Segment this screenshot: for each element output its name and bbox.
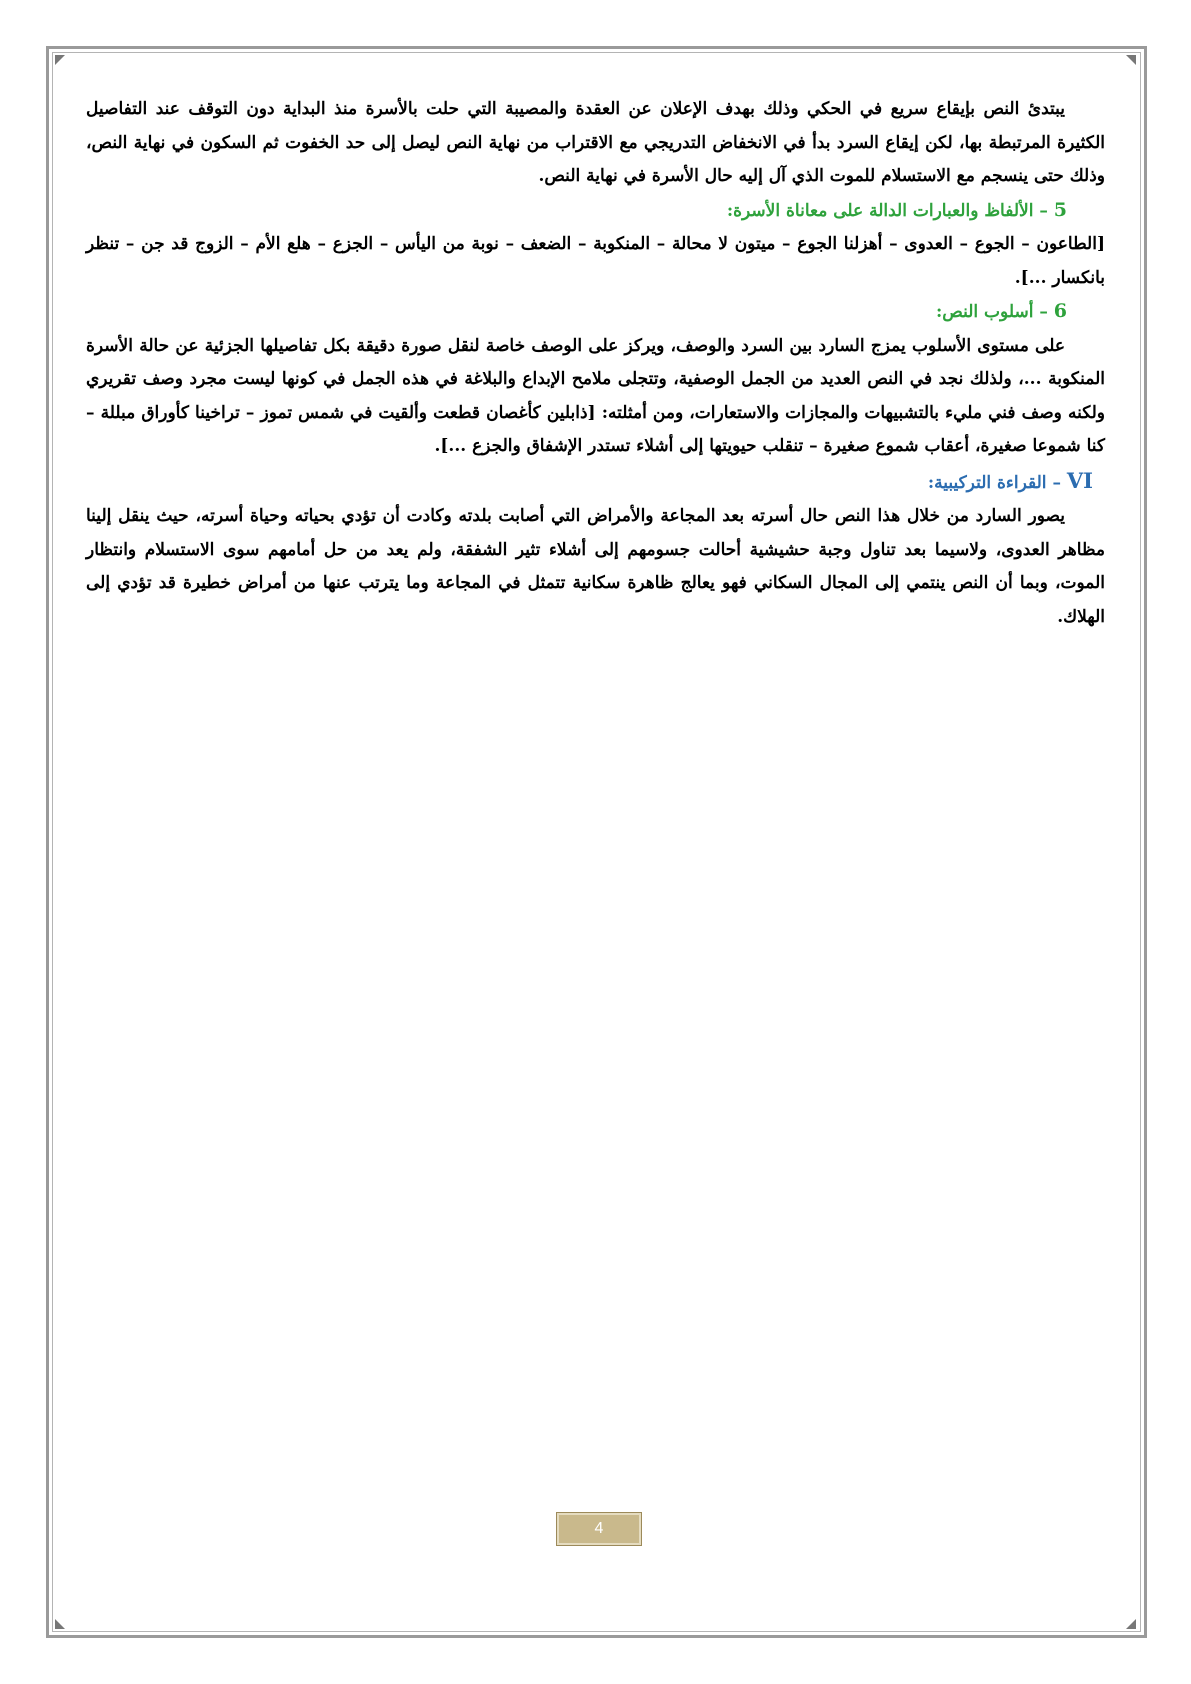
- paragraph-suffering-words: [الطاعون – الجوع – العدوى – أهزلنا الجوع – ميتون لا محالة – المنكوبة – الضعف – نوبة من اليأس – الجزع – هلع الأم – الزوج قد جن – تنظر بانكسار ...].: [86, 234, 1105, 288]
- section-number-VI: VI: [1066, 467, 1093, 493]
- corner-ornament-top-left: [55, 55, 65, 65]
- document-body: [86, 93, 1105, 634]
- page-number-badge: 4: [556, 1512, 642, 1546]
- section-title-6: – أسلوب النص:: [935, 302, 1048, 322]
- paragraph-text-style: على مستوى الأسلوب يمزج السارد بين السرد والوصف، ويركز على الوصف خاصة لنقل صورة دقيقة بكل تفاصيلها الجزئية عن حالة الأسرة المنكوبة ...، ولذلك نجد في النص العديد من الجمل الوصفية، وتتجلى ملامح الإبداع والبلاغة في هذه الجمل في كونها ليست مجرد وصف تقريري ولكنه وصف فني مليء بالتشبيهات والمجازات والاستعارات، ومن أمثلته: [ذابلين كأغصان قطعت وألقيت في شمس تموز – تراخينا كأوراق مبللة –كنا شموعا صغيرة، أعقاب شموع صغيرة – تنقلب حيويتها إلى أشلاء تستدر الإشفاق والجزع ...].: [86, 335, 1105, 456]
- section-heading-5: [86, 194, 1105, 229]
- paragraph-synthesis: يصور السارد من خلال هذا النص حال أسرته بعد المجاعة والأمراض التي أصابت بلدته وكادت أن تؤدي بحياته وحياة أسرته، حيث ينقل إلينا مظاهر العدوى، ولاسيما بعد تناول وجبة حشيشية أحالت جسومهم إلى أشلاء تثير الشفقة، ولم يعد من حل أمامهم سوى الاستسلام وانتظار الموت، وبما أن النص ينتمي إلى المجال السكاني فهو يعالج ظاهرة سكانية تتمثل في المجاعة وما يترتب عنها من أمراض خطيرة قد تؤدي إلى الهلاك.: [86, 506, 1105, 627]
- section-title-VI: – القراءة التركيبية:: [927, 472, 1061, 493]
- section-title-5: – الألفاظ والعبارات الدالة على معاناة الأسرة:: [726, 200, 1048, 221]
- section-number-5: 5: [1053, 198, 1067, 221]
- corner-ornament-bottom-right: [1126, 1619, 1136, 1629]
- section-heading-VI: [86, 464, 1105, 501]
- paragraph-narrative-rhythm: يبتدئ النص بإيقاع سريع في الحكي وذلك بهدف الإعلان عن العقدة والمصيبة التي حلت بالأسرة منذ البداية دون التوقف عند التفاصيل الكثيرة المرتبطة بها، لكن إيقاع السرد بدأ في الانخفاض التدريجي مع الاقتراب من نهاية النص ليصل إلى حد الخفوت ثم السكون في نهاية النص، وذلك حتى ينسجم مع الاستسلام للموت الذي آل إليه حال الأسرة في نهاية النص.: [86, 99, 1105, 186]
- section-number-6: 6: [1053, 300, 1067, 322]
- corner-ornament-bottom-left: [55, 1619, 65, 1629]
- section-heading-6: [86, 295, 1105, 330]
- corner-ornament-top-right: [1126, 55, 1136, 65]
